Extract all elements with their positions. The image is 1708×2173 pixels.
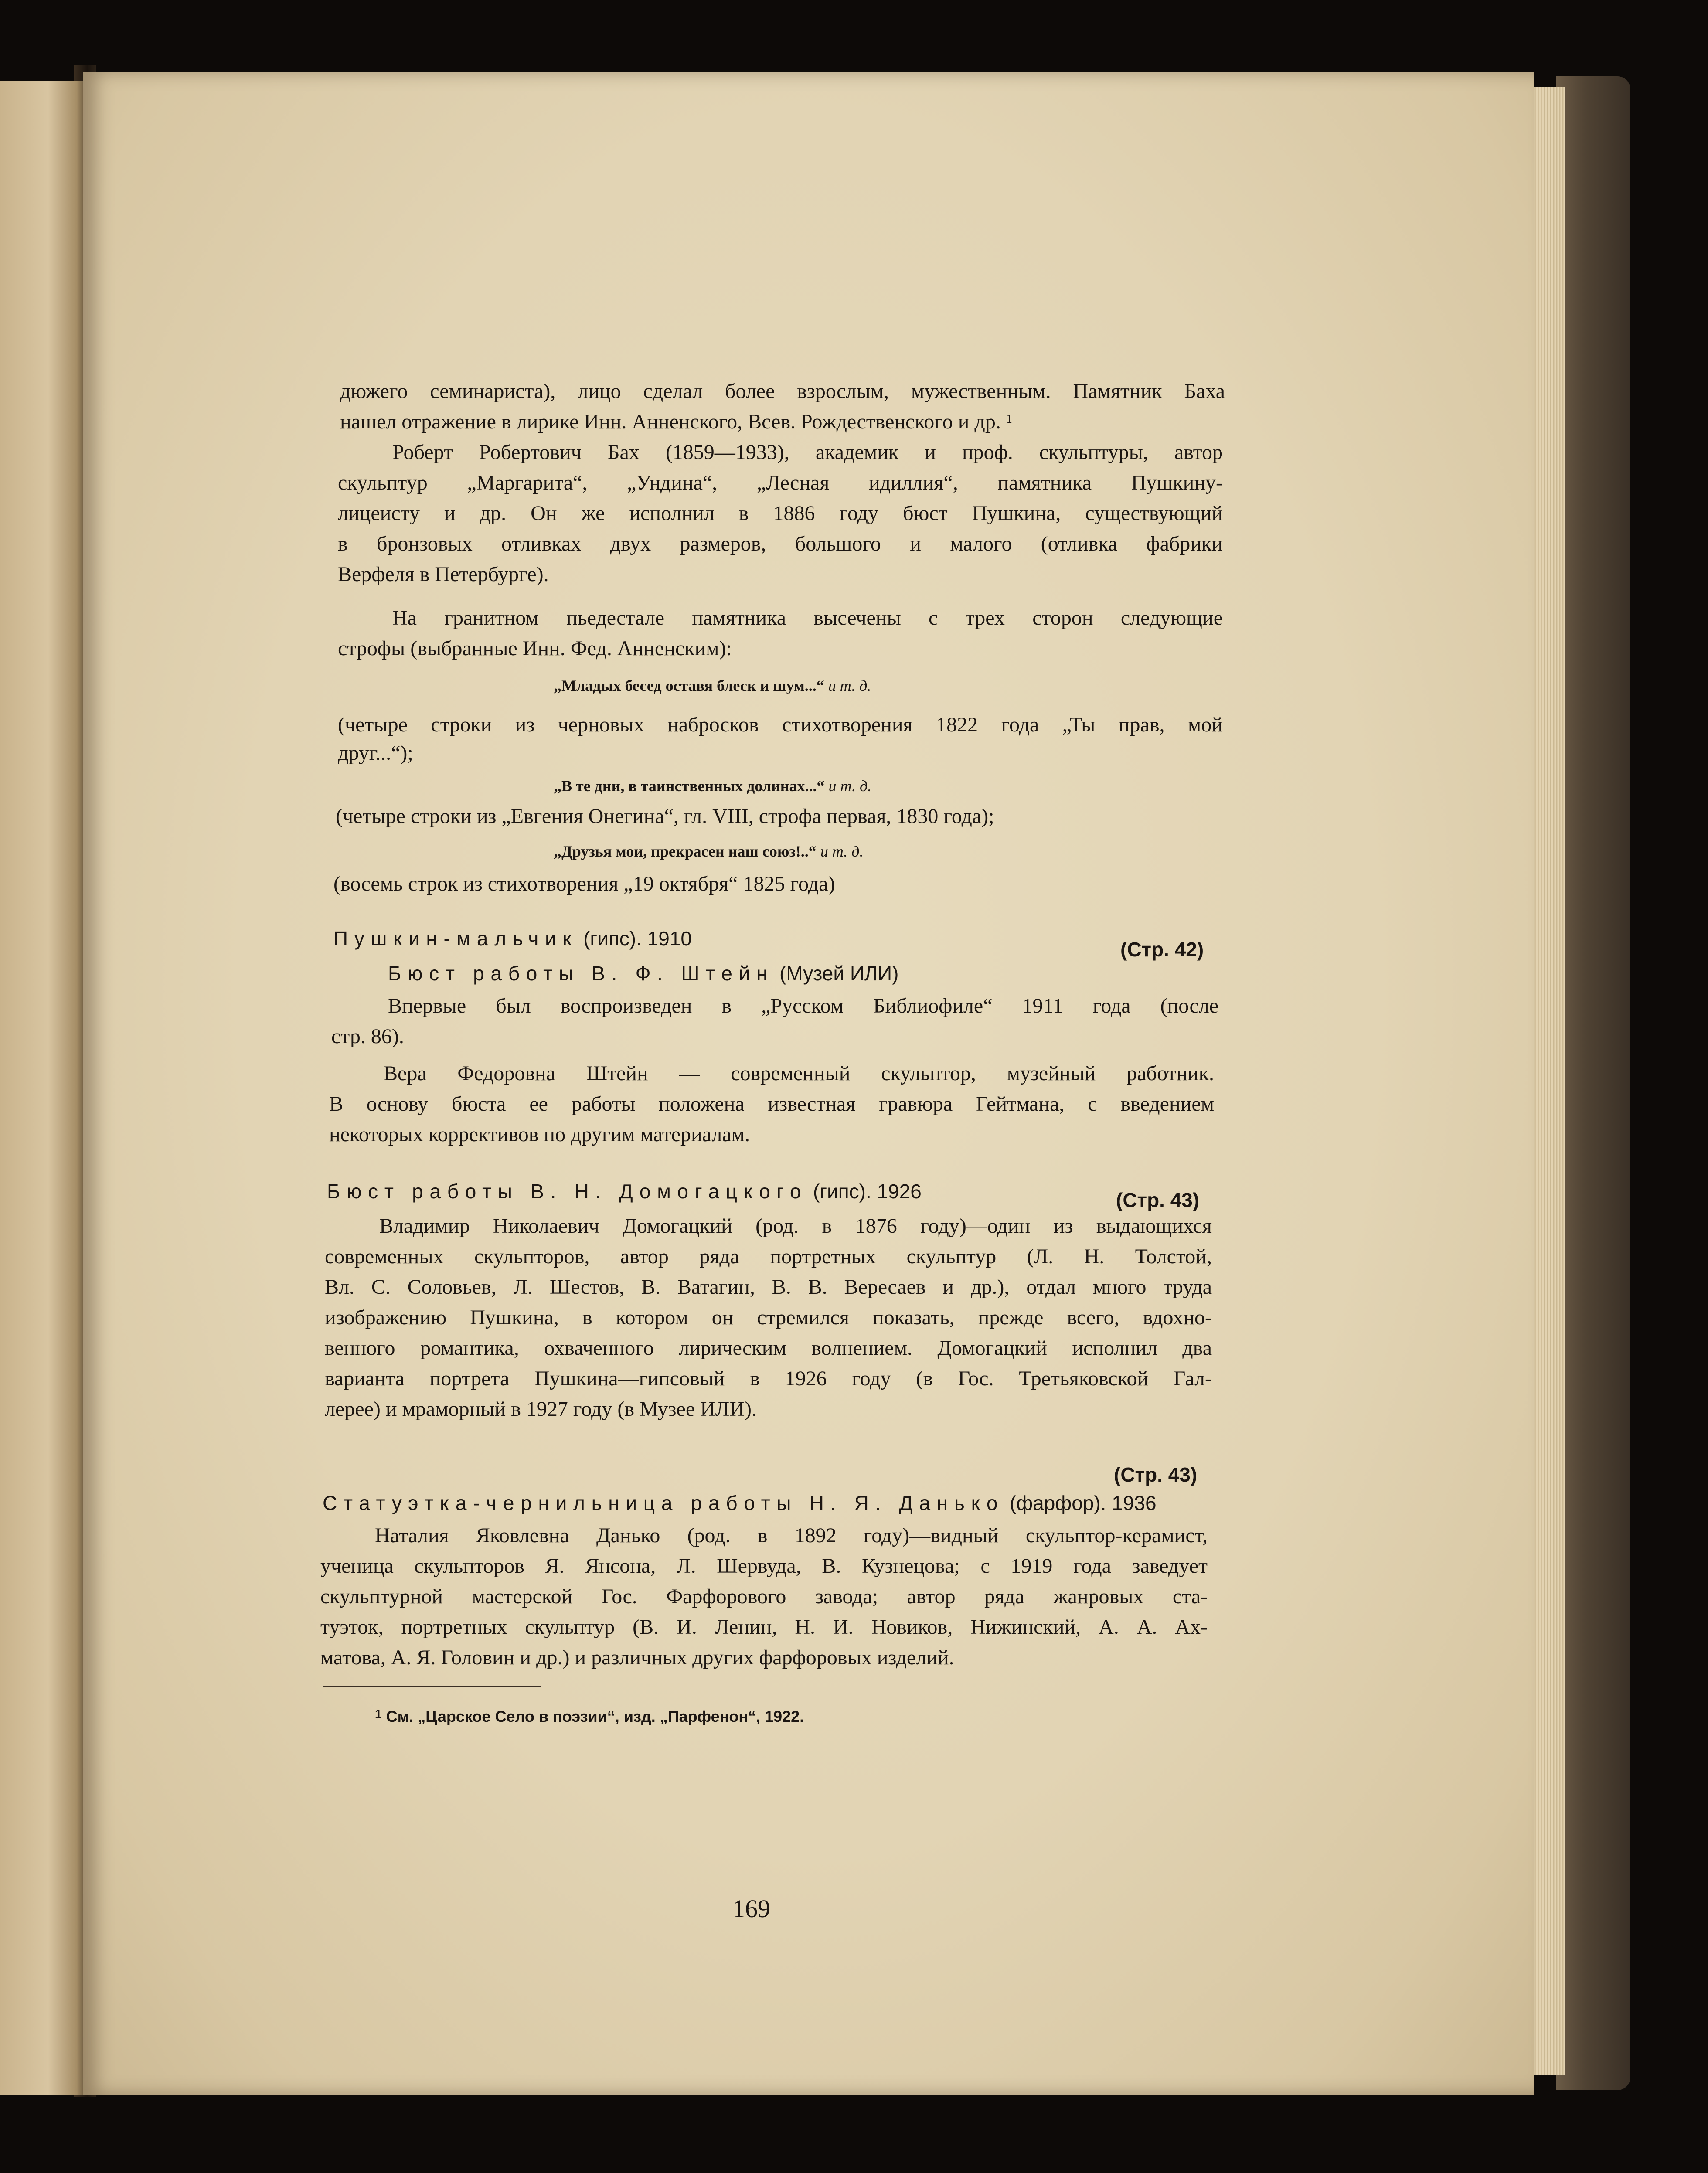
- text-line: современных скульпторов, автор ряда портретных скульптур (Л. Н. Толстой,: [325, 1245, 1212, 1268]
- text-line: в бронзовых отливках двух размеров, большого и малого (отливка фабрики: [338, 532, 1223, 555]
- text-line: матова, А. Я. Головин и др.) и различных других фарфоровых изделий.: [320, 1646, 954, 1669]
- text-line: лерее) и мраморный в 1927 году (в Музее ИЛИ).: [325, 1398, 757, 1421]
- page-reference: (Стр. 42): [1120, 938, 1204, 961]
- section-heading: [333, 926, 692, 951]
- text-line: дюжего семинариста), лицо сделал более взрослым, мужественным. Памятник Баха: [340, 380, 1225, 403]
- text-line: изображению Пушкина, в котором он стремился показать, прежде всего, вдохно-: [325, 1306, 1212, 1329]
- text-line: Владимир Николаевич Домогацкий (род. в 1876 году)—один из выдающихся: [379, 1214, 1212, 1238]
- section-subtitle-rest: (Музей ИЛИ): [779, 962, 899, 985]
- text-line: некоторых коррективов по другим материалам.: [329, 1123, 750, 1146]
- section-subtitle: [388, 961, 898, 986]
- section-subtitle-main: Бюст работы В. Ф. Штейн: [388, 962, 774, 985]
- section-title-rest: (гипс). 1910: [583, 927, 692, 950]
- footnote-divider: [323, 1686, 541, 1687]
- text-line: В основу бюста ее работы положена известная гравюра Гейтмана, с введением: [329, 1092, 1214, 1115]
- text-line: (восемь строк из стихотворения „19 октября“ 1825 года): [333, 872, 835, 895]
- text-line: Роберт Робертович Бах (1859—1933), академик и проф. скульптуры, автор: [392, 441, 1223, 464]
- text-line: лицеисту и др. Он же исполнил в 1886 году бюст Пушкина, существующий: [338, 502, 1223, 525]
- text-line: друг...“);: [338, 741, 413, 765]
- text-line: венного романтика, охваченного лирическим волнением. Домогацкий исполнил два: [325, 1336, 1212, 1360]
- footnote: [375, 1704, 804, 1729]
- text-line: Наталия Яковлевна Данько (род. в 1892 году)—видный скульптор-керамист,: [375, 1524, 1208, 1547]
- page-number: 169: [732, 1894, 770, 1923]
- section-title: Статуэтка-чернильница работы Н. Я. Данько: [323, 1492, 1004, 1514]
- text-line: строфы (выбранные Инн. Фед. Анненским):: [338, 637, 732, 660]
- text-line: (четыре строки из „Евгения Онегина“, гл. VIII, строфа первая, 1830 года);: [336, 805, 994, 828]
- section-title-rest: (фарфор). 1936: [1010, 1492, 1157, 1514]
- section-heading: [323, 1491, 1157, 1515]
- left-page-edge: [0, 81, 87, 2095]
- text-line: скульптурной мастерской Гос. Фарфорового завода; автор ряда жанровых ста-: [320, 1585, 1208, 1608]
- text-line: Верфеля в Петербурге).: [338, 563, 549, 586]
- quote-text: „Младых бесед оставя блеск и шум...“: [554, 677, 824, 694]
- text-line: (четыре строки из черновых набросков стихотворения 1822 года „Ты прав, мой: [338, 713, 1223, 736]
- footnote-mark: 1: [1006, 412, 1012, 426]
- page-reference: (Стр. 43): [1114, 1463, 1198, 1486]
- section-title: Пушкин-мальчик: [333, 927, 578, 950]
- text-line-content: нашел отражение в лирике Инн. Анненского, Всев. Рождественского и др.: [340, 410, 1001, 433]
- quote-suffix: и т. д.: [828, 777, 872, 795]
- quote-text: „В те дни, в таинственных долинах...“: [554, 777, 825, 795]
- footnote-text: См. „Царское Село в поэзии“, изд. „Парфенон“, 1922.: [386, 1707, 804, 1725]
- footnote-number: 1: [375, 1707, 382, 1721]
- text-line: туэток, портретных скульптур (В. И. Ленин, Н. И. Новиков, Нижинский, А. А. Ах-: [320, 1615, 1208, 1639]
- section-heading: [327, 1179, 922, 1204]
- text-line: варианта портрета Пушкина—гипсовый в 1926 году (в Гос. Третьяковской Гал-: [325, 1367, 1212, 1390]
- text-line: стр. 86).: [331, 1025, 404, 1048]
- inscription-quote: [554, 774, 871, 798]
- section-title: Бюст работы В. Н. Домогацкого: [327, 1180, 808, 1203]
- inscription-quote: [554, 839, 863, 864]
- book-cover-edge: [1556, 76, 1630, 2090]
- text-line: ученица скульпторов Я. Янсона, Л. Шервуда, В. Кузнецова; с 1919 года заведует: [320, 1554, 1208, 1578]
- text-line: [340, 410, 1012, 434]
- quote-suffix: и т. д.: [820, 843, 864, 860]
- quote-text: „Друзья мои, прекрасен наш союз!..“: [554, 843, 817, 860]
- inscription-quote: [554, 673, 871, 698]
- text-line: Вл. С. Соловьев, Л. Шестов, В. Ватагин, В. В. Вересаев и др.), отдал много труда: [325, 1275, 1212, 1299]
- text-line: скульптур „Маргарита“, „Ундина“, „Лесная идиллия“, памятника Пушкину-: [338, 471, 1223, 494]
- section-title-rest: (гипс). 1926: [813, 1180, 922, 1203]
- page-reference: (Стр. 43): [1116, 1189, 1200, 1211]
- text-line: Впервые был воспроизведен в „Русском Библиофиле“ 1911 года (после: [388, 994, 1218, 1017]
- quote-suffix: и т. д.: [828, 677, 871, 694]
- text-line: На гранитном пьедестале памятника высечены с трех сторон следующие: [392, 606, 1223, 629]
- text-line: Вера Федоровна Штейн — современный скульптор, музейный работник.: [384, 1062, 1214, 1085]
